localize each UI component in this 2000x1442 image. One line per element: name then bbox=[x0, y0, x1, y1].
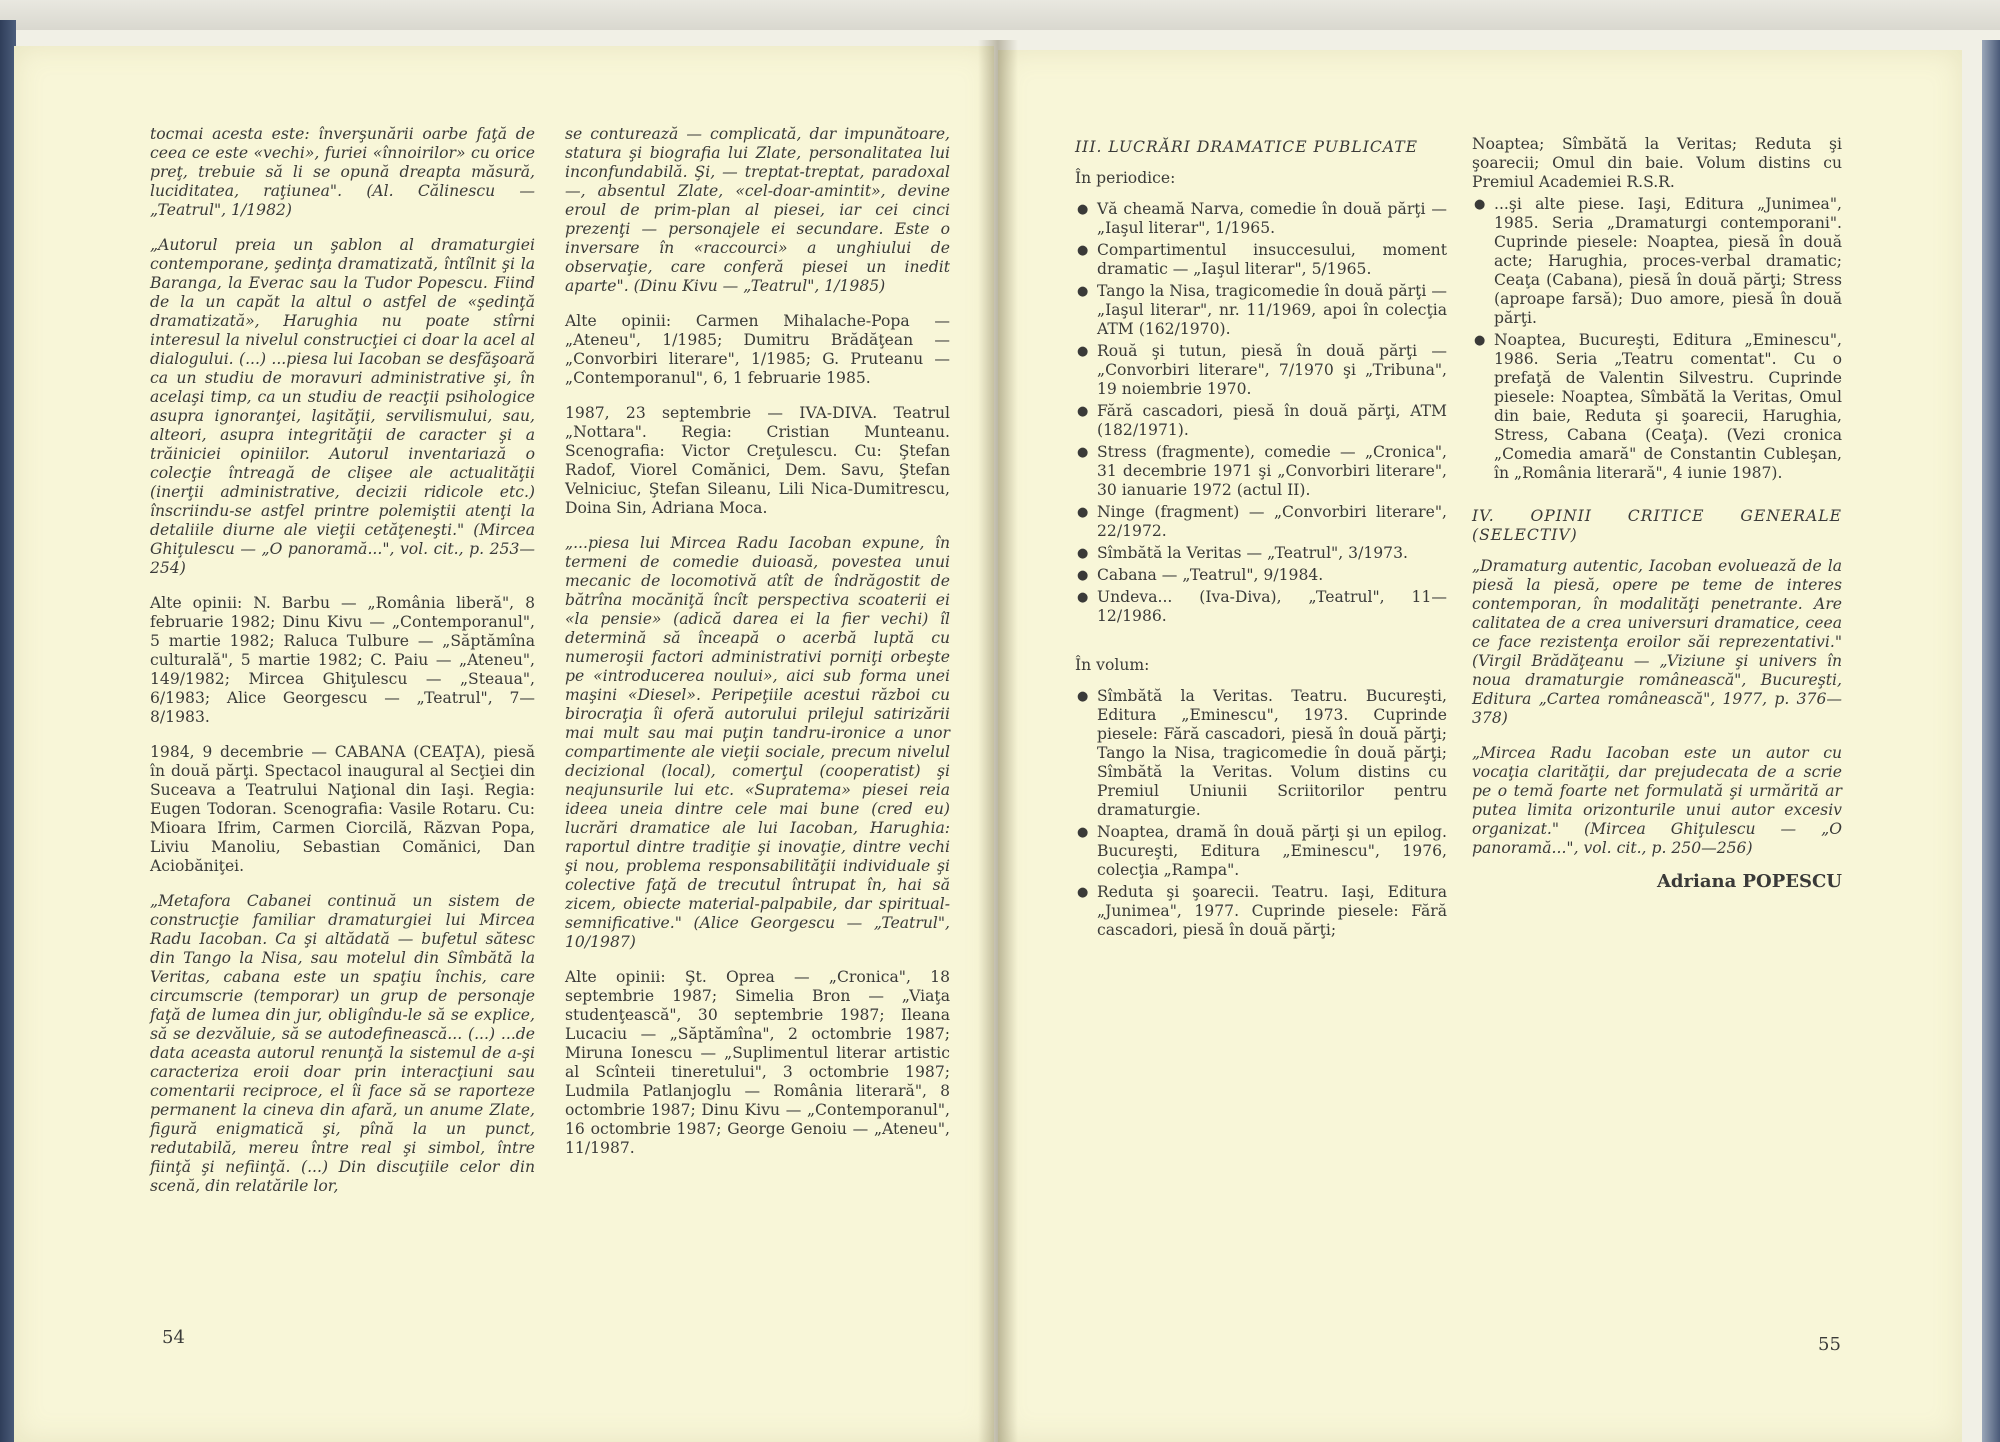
book-cover-top-edge bbox=[0, 0, 2000, 30]
section-heading-critical-opinions: IV. OPINII CRITICE GENERALE (SELECTIV) bbox=[1472, 507, 1842, 544]
list-item: ● Undeva... (Iva-Diva), „Teatrul", 11—12/1986. bbox=[1075, 588, 1447, 626]
list-item: ● Sîmbătă la Veritas. Teatru. Bucureşti, Editura „Eminescu", 1973. Cuprinde piesele: Fără cascadori, piesă în două părţi; Tango la Nisa, tragicomedie în două părţi; Sîmbătă la Veritas. Volum distins cu Premiul Uniunii Scriitorilor pentru dramaturgie. bbox=[1075, 687, 1447, 820]
paragraph: „Mircea Radu Iacoban este un autor cu vocaţia clarităţii, dar prejudecata de a scrie pe o temă foarte net formulată şi urmărită ar putea limita orizonturile unui autor excesiv organizat." (Mircea Ghiţulescu — „O panoramă...", vol. cit., p. 250—256) bbox=[1472, 744, 1842, 857]
right-page-column-2 bbox=[1472, 135, 1842, 891]
paragraph: tocmai acesta este: înverşunării oarbe faţă de ceea ce este «vechi», furiei «înnoirilor» cu orice preţ, trebuie să li se opună dreapta măsură, luciditatea, raţiunea". (Al. Călinescu — „Teatrul", 1/1982) bbox=[150, 125, 535, 219]
paragraph: „Metafora Cabanei continuă un sistem de construcţie familiar dramaturgiei lui Mircea Radu Iacoban. Ca şi altădată — bufetul sătesc din Tango la Nisa, sau motelul din Sîmbătă la Veritas, cabana este un spaţiu închis, care circumscrie (temporar) un grup de personaje faţă de lumea din jur, obligîndu-le să se explice, să se dezvăluie, să se autodefinească... (...) ...de data aceasta autorul renunţă la sistemul de a-şi caracteriza eroii doar prin interacţiuni sau comentarii reciproce, el îi face să se raporteze permanent la cineva din afară, un anume Zlate, figură enigmatică şi, pînă la un punct, redutabilă, mereu între real şi simbol, între fiinţă şi nefiinţă. (...) Din discuţiile celor din scenă, din relatările lor, bbox=[150, 892, 535, 1195]
author-signature: Adriana POPESCU bbox=[1656, 871, 1842, 892]
left-page-column-2 bbox=[565, 125, 950, 1171]
list-item: ● Noaptea, dramă în două părţi şi un epilog. Bucureşti, Editura „Eminescu", 1976, colecţia „Rampa". bbox=[1075, 823, 1447, 880]
book-gutter bbox=[978, 40, 1018, 1442]
paragraph: Noaptea; Sîmbătă la Veritas; Reduta şi şoarecii; Omul din baie. Volum distins cu Premiul Academiei R.S.R. bbox=[1472, 135, 1842, 191]
list-item: ● Vă cheamă Narva, comedie în două părţi — „Iaşul literar", 1/1965. bbox=[1075, 200, 1447, 238]
list-item: ● Compartimentul insuccesului, moment dramatic — „Iaşul literar", 5/1965. bbox=[1075, 241, 1447, 279]
paragraph: „Autorul preia un şablon al dramaturgiei contemporane, şedinţa dramatizată, întîlnit şi la Baranga, la Everac sau la Tudor Popescu. Fiind de la un capăt la altul o astfel de «şedinţă dramatizată», Harughia nu poate stîrni interesul la nivelul construcţiei ci doar la acel al dialogului. (...) ...piesa lui Iacoban se desfăşoară ca un studiu de moravuri administrative şi, în acelaşi timp, ca un studiu de reacţii psihologice asupra ignoranţei, laşităţii, servilismului, sau, alteori, asupra integrităţii de caracter şi a trăiniciei opiniilor. Autorul inventariază o colecţie întreagă de clişee ale actualităţii (inerţii administrative, decizii ridicole etc.) înscriindu-se astfel printre polemiştii atenţi la detaliile diurne ale vieţii cetăţeneşti." (Mircea Ghiţulescu — „O panoramă...", vol. cit., p. 253—254) bbox=[150, 236, 535, 577]
paragraph: Alte opinii: N. Barbu — „România liberă", 8 februarie 1982; Dinu Kivu — „Contemporanul", 5 martie 1982; Raluca Tulbure — „Săptămîna culturală", 5 martie 1982; C. Paiu — „Ateneu", 149/1982; Mircea Ghiţulescu — „Steaua", 6/1983; Alice Georgescu — „Teatrul", 7—8/1983. bbox=[150, 594, 535, 726]
list-item: ● Cabana — „Teatrul", 9/1984. bbox=[1075, 566, 1447, 585]
page-number-right: 55 bbox=[1818, 1334, 1841, 1355]
paragraph: Alte opinii: Şt. Oprea — „Cronica", 18 septembrie 1987; Simelia Bron — „Viaţa studenţească", 30 septembrie 1987; Ileana Lucaciu — „Săptămîna", 2 octombrie 1987; Miruna Ionescu — „Suplimentul literar artistic al Scînteii tineretului", 3 octombrie 1987; Ludmila Patlanjoglu — România literară", 8 octombrie 1987; Dinu Kivu — „Contemporanul", 16 octombrie 1987; George Genoiu — „Ateneu", 11/1987. bbox=[565, 968, 950, 1157]
paragraph: Alte opinii: Carmen Mihalache-Popa — „Ateneu", 1/1985; Dumitru Brădăţean — „Convorbiri literare", 1/1985; G. Pruteanu — „Contemporanul", 6, 1 februarie 1985. bbox=[565, 312, 950, 387]
list-item: ● Fără cascadori, piesă în două părţi, ATM (182/1971). bbox=[1075, 402, 1447, 440]
left-page-column-1 bbox=[150, 125, 535, 1209]
list-item: ● Reduta şi şoarecii. Teatru. Iaşi, Editura „Junimea", 1977. Cuprinde piesele: Fără cascadori, piesă în două părţi; bbox=[1075, 883, 1447, 940]
page-number-left: 54 bbox=[162, 1327, 185, 1348]
list-item: ● Sîmbătă la Veritas — „Teatrul", 3/1973. bbox=[1075, 544, 1447, 563]
book-cover-right-edge bbox=[1982, 40, 2000, 1442]
list-item: ● Rouă şi tutun, piesă în două părţi — „Convorbiri literare", 7/1970 şi „Tribuna", 19 noiembrie 1970. bbox=[1075, 342, 1447, 399]
paragraph: se conturează — complicată, dar impunătoare, statura şi biografia lui Zlate, personalitatea lui inconfundabilă. Şi, — treptat-treptat, paradoxal —, absentul Zlate, «cel-doar-amintit», devine eroul de prim-plan al piesei, iar cei cinci prezenţi — personajele ei secundare. Este o inversare în «raccourci» a unghiului de observaţie, care conferă piesei un inedit aparte". (Dinu Kivu — „Teatrul", 1/1985) bbox=[565, 125, 950, 295]
list-item: ● Noaptea, Bucureşti, Editura „Eminescu", 1986. Seria „Teatru comentat". Cu o prefaţă de Valentin Silvestru. Cuprinde piesele: Noaptea, Sîmbătă la Veritas, Omul din baie, Reduta şi şoarecii, Harughia, Stress, Cabana (Ceaţa). (Vezi cronica „Comedia amară" de Constantin Cubleşan, în „România literară", 4 iunie 1987). bbox=[1472, 331, 1842, 483]
list-item: ● Tango la Nisa, tragicomedie în două părţi — „Iaşul literar", nr. 11/1969, apoi în colecţia ATM (162/1970). bbox=[1075, 282, 1447, 339]
right-page-column-1 bbox=[1075, 138, 1447, 943]
paragraph: 1987, 23 septembrie — IVA-DIVA. Teatrul „Nottara". Regia: Cristian Munteanu. Scenografia: Victor Creţulescu. Cu: Ştefan Radof, Viorel Comănici, Dem. Savu, Ştefan Velniciuc, Ştefan Sileanu, Lili Nica-Dumitrescu, Doina Sin, Adriana Moca. bbox=[565, 404, 950, 517]
paragraph: „Dramaturg autentic, Iacoban evoluează de la piesă la piesă, opere pe teme de interes contemporan, în modalităţi penetrante. Are calitatea de a crea universuri dramatice, ceea ce face rezistenţa eroilor săi reprezentativi." (Virgil Brădăţeanu — „Viziune şi univers în noua dramaturgie românească", Bucureşti, Editura „Cartea românească", 1977, p. 376—378) bbox=[1472, 557, 1842, 727]
paragraph: 1984, 9 decembrie — CABANA (CEAŢA), piesă în două părţi. Spectacol inaugural al Secţiei din Suceava a Teatrului Naţional din Iaşi. Regia: Eugen Todoran. Scenografia: Vasile Rotaru. Cu: Mioara Ifrim, Carmen Ciorcilă, Răzvan Popa, Liviu Manoliu, Sebastian Comănici, Dan Aciobăniţei. bbox=[150, 743, 535, 875]
paragraph: „...piesa lui Mircea Radu Iacoban expune, în termeni de comedie duioasă, povestea unui mecanic de locomotivă atît de îndrăgostit de bătrîna mocăniţă încît perspectiva scoaterii ei «la pensie» (adică darea ei la fier vechi) îl determină să înceapă o acerbă luptă cu numeroşii factori administrativi porniţi orbeşte pe «introducerea noului», aici sub forma unei maşini «Diesel». Peripeţiile acestui război cu birocraţia îi oferă autorului prilejul satirizării mai mult sau mai puţin tandru-ironice a unor compartimente ale vieţii sociale, precum nivelul decizional (local), comerţul (cooperatist) şi neajunsurile lui etc. «Supratema» piesei reia ideea uneia dintre cele mai bune (cred eu) lucrări dramatice ale lui Iacoban, Harughia: raportul dintre tradiţie şi inovaţie, dintre vechi şi nou, problema responsabilităţii individuale şi colective faţă de trecutul întrupat în, hai să zicem, obiecte material-palpabile, dar spiritual-semnificative." (Alice Georgescu — „Teatrul", 10/1987) bbox=[565, 534, 950, 951]
list-item: ● Ninge (fragment) — „Convorbiri literare", 22/1972. bbox=[1075, 503, 1447, 541]
list-item: ● ...şi alte piese. Iaşi, Editura „Junimea", 1985. Seria „Dramaturgi contemporani". Cuprinde piesele: Noaptea, piesă în două acte; Harughia, proces-verbal dramatic; Ceaţa (Cabana), piesă în două părţi; Stress (aproape farsă); Duo amore, piesă în două părţi. bbox=[1472, 195, 1842, 328]
section-heading-published-works: III. LUCRĂRI DRAMATICE PUBLICATE bbox=[1075, 138, 1418, 156]
volum-label: În volum: bbox=[1075, 656, 1150, 674]
periodice-label: În periodice: bbox=[1075, 169, 1176, 187]
list-item: ● Stress (fragmente), comedie — „Cronica", 31 decembrie 1971 şi „Convorbiri literare", 30 ianuarie 1972 (actul II). bbox=[1075, 443, 1447, 500]
